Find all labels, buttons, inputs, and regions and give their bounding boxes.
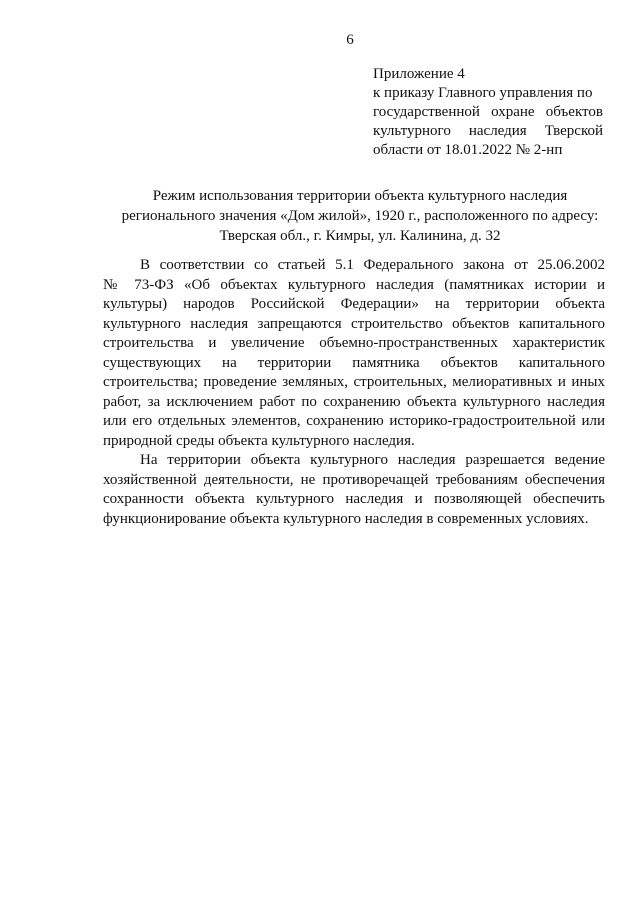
document-body <box>103 256 605 529</box>
paragraph-restrictions <box>103 256 605 451</box>
appendix-line: культурного наследия Тверской <box>373 123 603 139</box>
appendix-line: государственной охране объектов <box>373 104 603 120</box>
title-line: Режим использования территории объекта культурного наследия <box>152 188 568 204</box>
paragraph-line: На территории объекта культурного наследия разрешается ведение <box>140 452 605 468</box>
paragraph-line: культуры) народов Российской Федерации» на территории объекта <box>103 296 605 312</box>
paragraph-line: строительства и увеличение объемно-пространственных характеристик <box>103 335 605 351</box>
appendix-line: области от 18.01.2022 № 2-нп <box>373 142 563 158</box>
title-line: регионального значения «Дом жилой», 1920 г., расположенного по адресу: <box>121 208 599 224</box>
paragraph-line: хозяйственной деятельности, не противоречащей требованиям обеспечения <box>103 471 605 488</box>
paragraph-line: функционирование объекта культурного наследия в современных условиях. <box>103 510 589 527</box>
paragraph-line: строительства; проведение земляных, строительных, мелиоративных и иных <box>103 374 605 390</box>
paragraph-line: В соответствии со статьей 5.1 Федерального закона от 25.06.2002 <box>140 257 605 273</box>
appendix-title: Приложение 4 <box>373 66 465 82</box>
paragraph-line: или его отдельных элементов, сохранению историко-градостроительной или <box>103 413 605 429</box>
appendix-line: к приказу Главного управления по <box>373 85 593 101</box>
paragraph-line: сохранности объекта культурного наследия и позволяющей обеспечить <box>103 491 605 507</box>
page-number: 6 <box>346 32 354 48</box>
paragraph-permissions <box>103 451 605 529</box>
appendix-header <box>373 65 603 160</box>
paragraph-line: работ, за исключением работ по сохранению объекта культурного наследия <box>103 393 605 410</box>
paragraph-line: природной среды объекта культурного наследия. <box>103 432 415 449</box>
document-title <box>60 186 640 246</box>
paragraph-line: культурного наследия запрещаются строительство объектов капитального <box>103 315 605 332</box>
paragraph-line: существующих на территории памятника объектов капитального <box>103 354 605 371</box>
title-line: Тверская обл., г. Кимры, ул. Калинина, д. 32 <box>219 228 501 244</box>
paragraph-line: № 73-ФЗ «Об объектах культурного наследия (памятниках истории и <box>103 276 605 293</box>
